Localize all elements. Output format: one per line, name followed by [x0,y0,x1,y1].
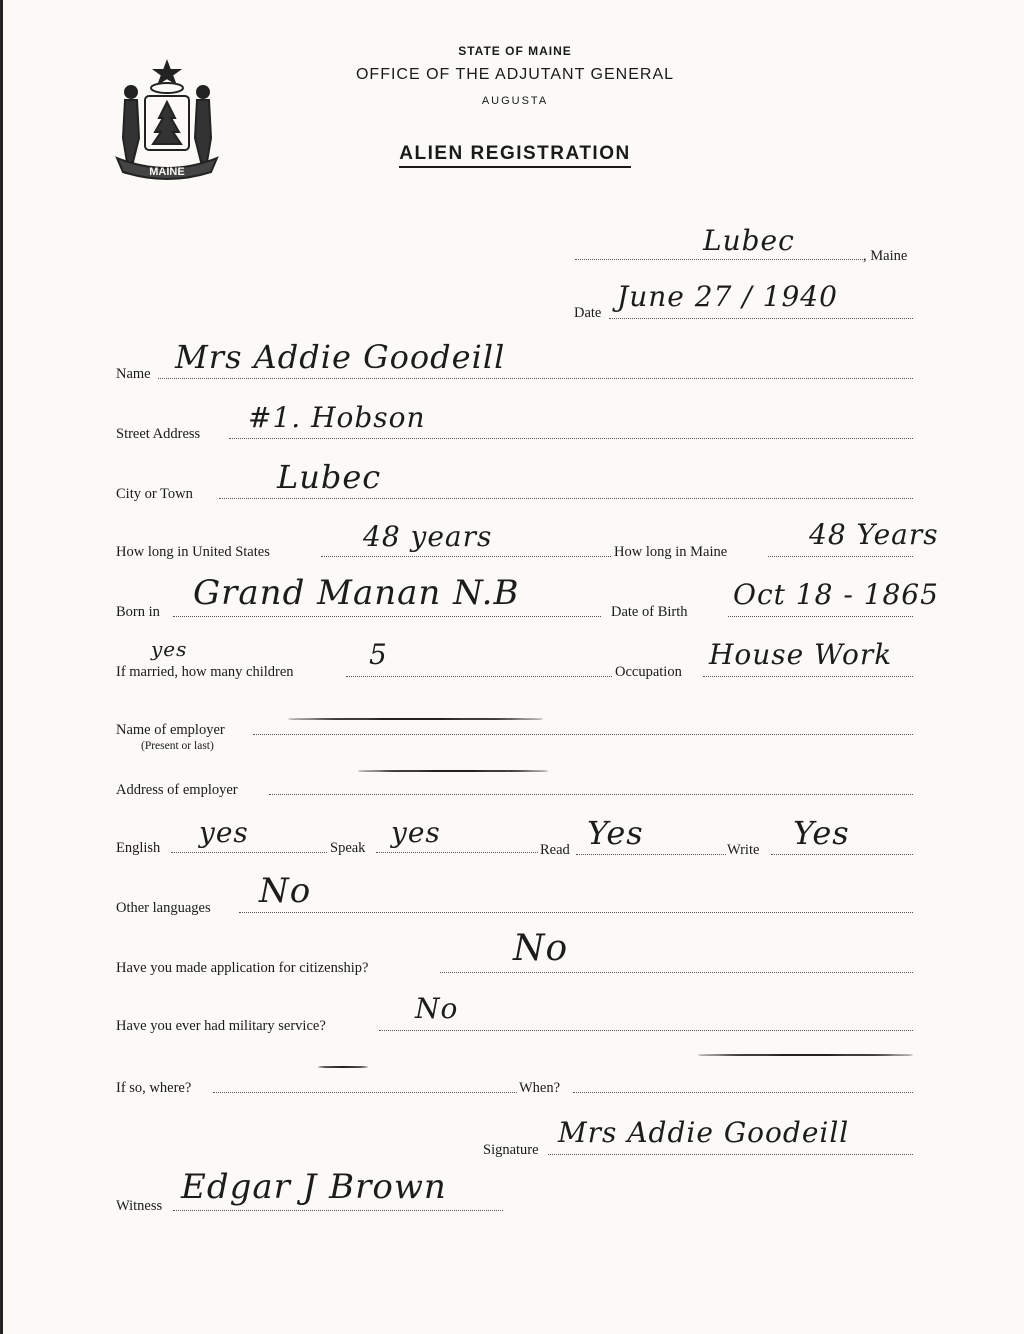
street-line [229,438,913,439]
how-long-us-line [321,556,611,557]
how-long-maine-label: How long in Maine [614,544,728,560]
employer-address-line [269,794,913,795]
employer-line [253,734,913,735]
citizenship-label: Have you made application for citizenship? [116,960,369,976]
english-label: English [116,840,161,856]
where-line [213,1092,517,1093]
city-value: Lubec [277,458,382,496]
speak-line [376,852,538,853]
how-long-us-value: 48 years [363,520,493,553]
city-line [219,498,913,499]
signature-line [548,1154,913,1155]
signature-value: Mrs Addie Goodeill [558,1116,850,1149]
witness-line [173,1210,503,1211]
occupation-line [703,676,913,677]
form-title-text: ALIEN REGISTRATION [399,143,630,168]
name-label: Name [116,366,151,382]
occupation-value: House Work [709,638,893,671]
speak-label: Speak [330,840,366,856]
state-heading: STATE OF MAINE [458,44,572,58]
born-label: Born in [116,604,160,620]
married-yes-value: yes [151,637,188,661]
how-long-maine-value: 48 Years [809,518,939,551]
town-value: Lubec [703,224,795,257]
born-line [173,616,601,617]
children-line [346,676,612,677]
how-long-us-label: How long in United States [116,544,270,560]
married-label: If married, how many children [116,664,294,680]
dob-value: Oct 18 - 1865 [733,578,939,611]
write-line [771,854,913,855]
city-label: City or Town [116,486,193,502]
employer-label: Name of employer [116,722,225,738]
when-line [573,1092,913,1093]
maine-label: , Maine [863,248,908,264]
date-line [609,318,913,319]
witness-value: Edgar J Brown [181,1167,447,1207]
where-label: If so, where? [116,1080,192,1096]
seal-lettering: MAINE [149,166,185,178]
date-value: June 27 / 1940 [617,280,838,313]
born-value: Grand Manan N.B [193,573,520,613]
when-dash [698,1054,913,1056]
occupation-label: Occupation [615,664,682,680]
citizenship-line [440,972,913,973]
english-line [171,852,327,853]
write-label: Write [727,842,760,858]
read-line [576,854,726,855]
how-long-maine-line [768,556,913,557]
date-label: Date [574,305,602,321]
employer-address-label: Address of employer [116,782,238,798]
form-title [3,143,1024,165]
when-label: When? [519,1080,561,1096]
signature-label: Signature [483,1142,539,1158]
name-value: Mrs Addie Goodeill [175,338,506,376]
office-heading: OFFICE OF THE ADJUTANT GENERAL [355,66,675,83]
town-line [575,259,865,260]
street-label: Street Address [116,426,201,442]
write-value: Yes [793,814,850,852]
street-value: #1. Hobson [248,401,426,434]
witness-label: Witness [116,1198,163,1214]
english-value: yes [199,816,249,849]
employer-dash [288,718,543,720]
other-languages-value: No [259,871,312,911]
citizenship-value: No [513,928,569,969]
employer-address-dash [358,770,548,772]
read-label: Read [540,842,570,858]
military-value: No [415,992,459,1025]
read-value: Yes [587,814,644,852]
dob-line [728,616,913,617]
city-heading: AUGUSTA [481,95,549,107]
name-line [158,378,913,379]
other-languages-label: Other languages [116,900,211,916]
military-label: Have you ever had military service? [116,1018,326,1034]
employer-note: (Present or last) [141,740,214,752]
speak-value: yes [391,816,441,849]
where-dash [318,1066,368,1068]
military-line [379,1030,913,1031]
other-languages-line [239,912,913,913]
dob-label: Date of Birth [611,604,688,620]
children-value: 5 [369,638,388,671]
